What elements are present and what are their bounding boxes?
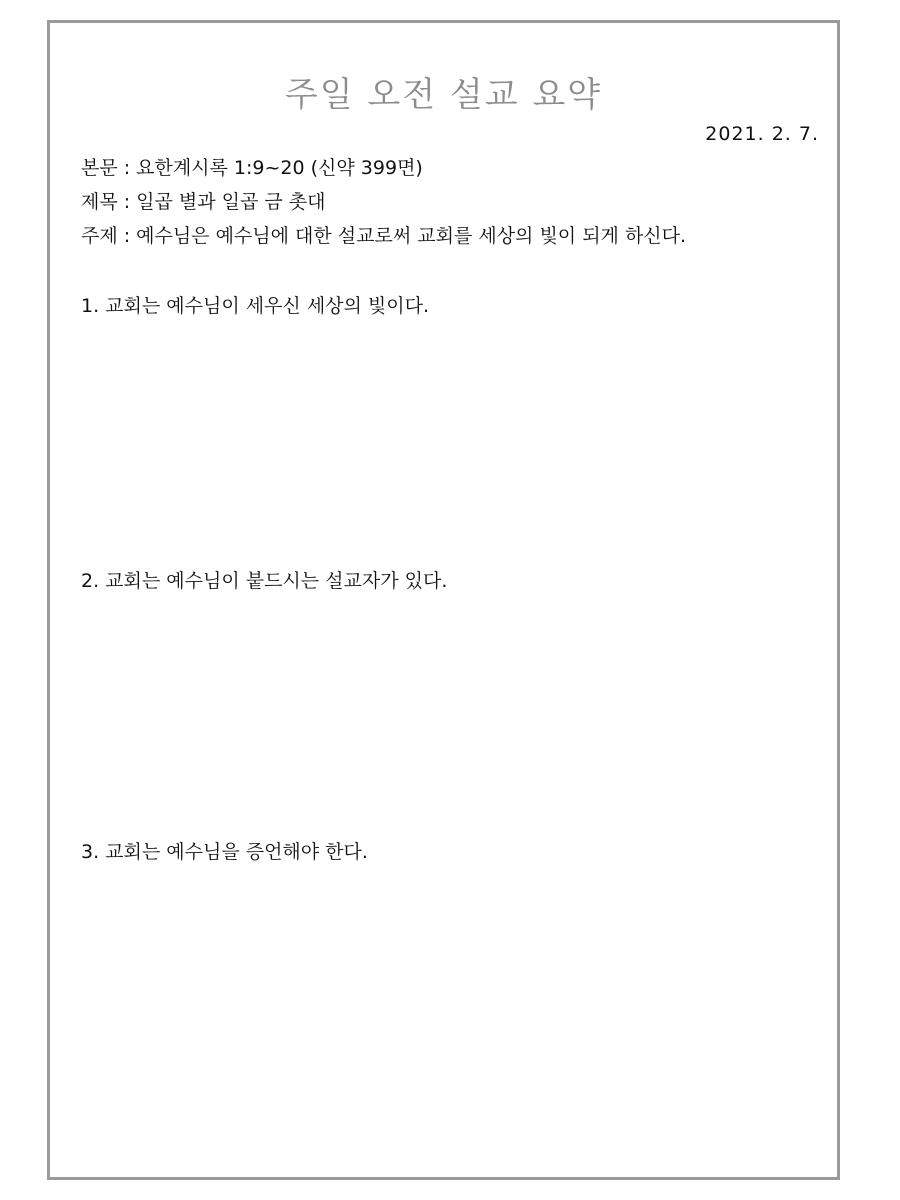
sermon-point-2: 2. 교회는 예수님이 붙드시는 설교자가 있다. — [81, 570, 448, 592]
document-title: 주일 오전 설교 요약 — [284, 75, 603, 115]
meta-separator: : — [123, 157, 131, 179]
meta-separator: : — [123, 225, 131, 247]
sermon-point-3: 3. 교회는 예수님을 증언해야 한다. — [81, 841, 368, 863]
meta-value-text: 요한계시록 1:9~20 (신약 399면) — [136, 157, 423, 179]
meta-label-title: 제목 — [81, 191, 118, 213]
meta-line-title — [81, 187, 325, 214]
document-page — [47, 20, 840, 1180]
meta-value-title: 일곱 별과 일곱 금 촛대 — [136, 191, 326, 213]
document-date: 2021. 2. 7. — [705, 123, 819, 145]
sermon-point-1: 1. 교회는 예수님이 세우신 세상의 빛이다. — [81, 295, 430, 317]
meta-line-theme — [81, 221, 686, 248]
meta-label-theme: 주제 — [81, 225, 118, 247]
meta-line-text — [81, 153, 423, 180]
meta-value-theme: 예수님은 예수님에 대한 설교로써 교회를 세상의 빛이 되게 하신다. — [136, 225, 687, 247]
meta-label-text: 본문 — [81, 157, 118, 179]
meta-separator: : — [123, 191, 131, 213]
